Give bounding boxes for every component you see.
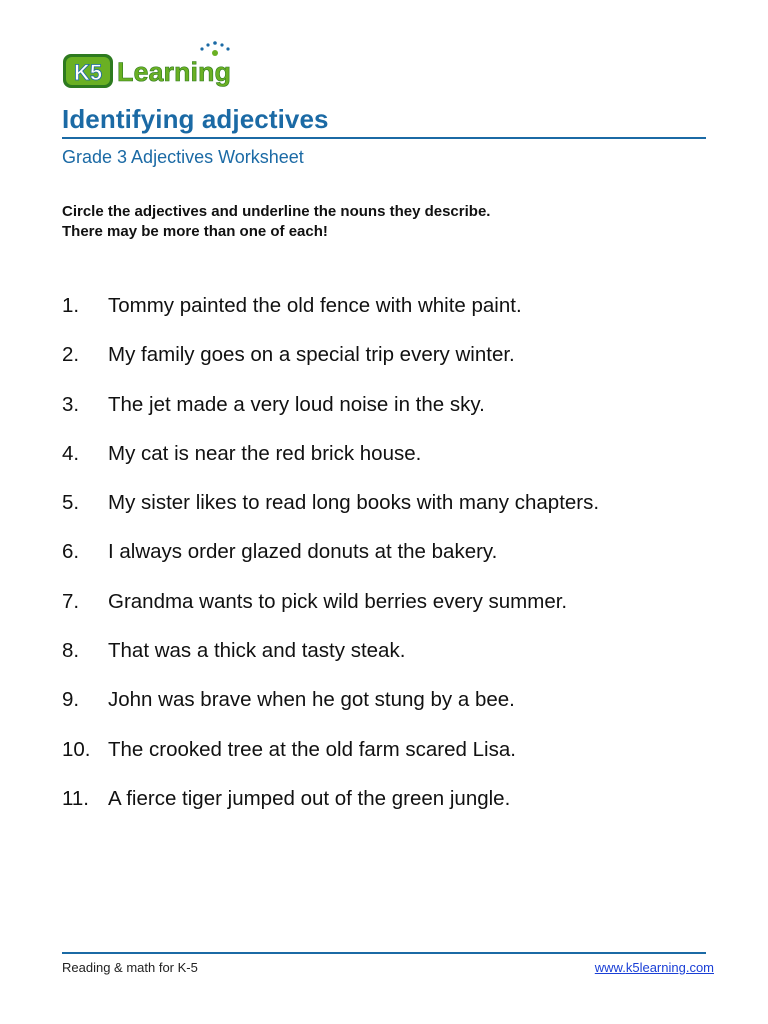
question-number: 10.	[62, 737, 91, 761]
question-item	[62, 539, 599, 588]
question-number: 7.	[62, 589, 80, 613]
question-number: 1.	[62, 294, 80, 317]
question-number: 2.	[62, 343, 80, 367]
question-text: That was a thick and tasty steak.	[108, 639, 406, 663]
k5-learning-logo	[62, 40, 262, 96]
question-number: 4.	[62, 441, 80, 465]
question-number: 9.	[62, 688, 80, 712]
page-subtitle: Grade 3 Adjectives Worksheet	[62, 147, 304, 167]
question-text: Grandma wants to pick wild berries every summer.	[108, 589, 568, 613]
page-title: Identifying adjectives	[62, 104, 329, 134]
instruction-line-1: Circle the adjectives and underline the nouns they describe.	[62, 203, 491, 220]
question-item	[62, 737, 599, 786]
question-number: 5.	[62, 491, 80, 515]
question-number: 11.	[62, 786, 89, 810]
instruction-line-2: There may be more than one of each!	[62, 223, 328, 240]
question-item	[62, 293, 599, 342]
question-item	[62, 687, 599, 736]
question-text: The jet made a very loud noise in the sky.	[108, 392, 485, 416]
question-item	[62, 589, 599, 638]
question-item	[62, 441, 599, 490]
question-list	[62, 293, 599, 835]
question-text: My family goes on a special trip every winter.	[108, 343, 515, 367]
title-divider	[62, 137, 706, 139]
logo-word: Learning	[117, 57, 232, 87]
question-item	[62, 490, 599, 539]
question-number: 6.	[62, 540, 80, 564]
logo-stars-icon	[200, 41, 229, 56]
footer-divider	[62, 952, 706, 954]
footer-website-link[interactable]: www.k5learning.com	[594, 960, 714, 975]
question-item	[62, 392, 599, 441]
logo-box-text: K5	[73, 60, 103, 85]
question-text: I always order glazed donuts at the bakery.	[108, 540, 498, 564]
instructions	[62, 202, 490, 242]
question-text: John was brave when he got stung by a bee.	[108, 688, 515, 712]
question-text: My cat is near the red brick house.	[108, 441, 422, 465]
question-text: Tommy painted the old fence with white paint.	[108, 294, 522, 317]
question-item	[62, 638, 599, 687]
question-number: 8.	[62, 639, 80, 663]
footer-tagline: Reading & math for K-5	[62, 960, 198, 975]
question-item	[62, 342, 599, 391]
question-item	[62, 786, 599, 835]
question-text: The crooked tree at the old farm scared Lisa.	[108, 737, 516, 761]
question-number: 3.	[62, 392, 80, 416]
question-text: A fierce tiger jumped out of the green jungle.	[108, 786, 511, 810]
question-text: My sister likes to read long books with many chapters.	[108, 491, 600, 515]
